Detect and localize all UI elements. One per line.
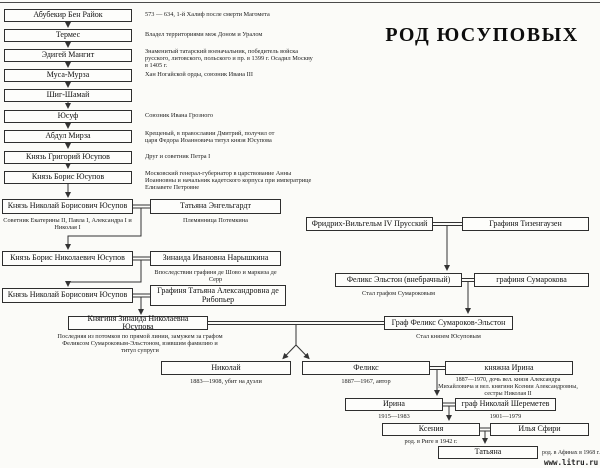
node-nikolai1: Князь Николай Борисович Юсупов <box>2 199 133 214</box>
note-yusuf: Союзник Ивана Грозного <box>145 112 214 119</box>
node-felix-elston: Феликс Эльстон (внебрачный) <box>335 273 462 287</box>
node-ksenia: Ксения <box>382 423 480 436</box>
note-naryshkina: Впоследствии графиня де Шово и маркиза де Серр <box>154 269 277 284</box>
node-boris1: Князь Борис Юсупов <box>4 171 132 184</box>
node-irina-kniazhna: княжна Ирина <box>445 361 573 375</box>
node-friedrich: Фридрих-Вильгельм IV Прусский <box>306 217 433 231</box>
node-sheremetev: граф Николай Шереметев <box>455 398 556 411</box>
node-tatiana: Татьяна <box>438 446 538 459</box>
note-boris1: Московский генерал-губернатор в царствование Анны Иоанновны и начальник кадетского корпуса при императрице Елизавете Петровне <box>145 170 312 192</box>
note-irina-kniazhna: 1887—1970, дочь вел. князя Александра Михайловича и вел. княгини Ксении Александровны, сестры Николая II <box>438 377 578 397</box>
note-sheremetev: 1901—1979 <box>489 413 522 420</box>
node-yusuf: Юсуф <box>4 110 132 123</box>
node-irina: Ирина <box>345 398 443 411</box>
note-zinaida: Последняя из потомков по прямой линии, замужем за графом Феликсом Сумароковым-Эльстоном, взявшим фамилию и титул супруги <box>57 333 223 355</box>
note-graf-felix: Стал князем Юсуповым <box>416 333 481 340</box>
node-sumarokova: графиня Сумарокова <box>474 273 589 287</box>
note-grigory: Друг и советник Петра I <box>145 153 211 160</box>
note-nikolai1: Советник Екатерины II, Павла I, Александра I и Николая I <box>3 217 132 232</box>
note-abdul-mirza: Крещеный, в православии Дмитрий, получил от царя Федора Иоанновича титул князя Юсупова <box>145 130 275 145</box>
note-nikolai-son: 1883—1908, убит на дуэли <box>190 378 262 385</box>
node-tizengauzen: Графиня Тизенгаузен <box>462 217 589 231</box>
node-engelgardt: Татьяна Энгельгардт <box>150 199 281 214</box>
node-edigei: Эдигей Мангит <box>4 49 132 62</box>
node-abdul-mirza: Абдул Мирза <box>4 130 132 143</box>
node-graf-felix: Граф Феликс Сумароков-Эльстон <box>384 316 513 330</box>
note-tatiana: род. в Афинах в 1968 г. <box>542 450 600 456</box>
top-rule <box>0 2 600 3</box>
node-termes: Термес <box>4 29 132 42</box>
watermark: www.litru.ru <box>544 458 599 467</box>
node-nikolai2: Князь Николай Борисович Юсупов <box>2 288 133 303</box>
note-ksenia: род. в Риге в 1942 г. <box>404 438 458 445</box>
note-felix-elston: Стал графом Сумароковым <box>362 290 435 297</box>
node-felix-son: Феликс <box>302 361 430 375</box>
note-abubekir: 573 — 634, 1-й Халиф после смерти Магомета <box>145 11 270 18</box>
node-zinaida: Княгиня Зинаида Николаевна Юсупова <box>68 316 208 330</box>
node-shig-shamai: Шиг-Шамай <box>4 89 132 102</box>
note-engelgardt: Племянница Потемкина <box>183 217 248 224</box>
note-felix-son: 1887—1967, автор <box>341 378 391 385</box>
page-title: РОД ЮСУПОВЫХ <box>385 24 579 46</box>
node-ribopier: Графиня Татьяна Александровна де Рибопьер <box>150 285 286 306</box>
node-boris2: Князь Борис Николаевич Юсупов <box>2 251 133 266</box>
node-grigory: Князь Григорий Юсупов <box>4 151 132 164</box>
node-sfiri: Илья Сфири <box>490 423 589 436</box>
node-naryshkina: Зинаида Ивановна Нарышкина <box>150 251 281 266</box>
node-nikolai-son: Николай <box>161 361 291 375</box>
node-abubekir: Абубекир Бен Райок <box>4 9 132 22</box>
note-musa-murza: Хан Ногайской орды, союзник Ивана III <box>145 71 253 78</box>
note-edigei: Знаменитый татарский военачальник, победитель войска русского, литовского, польского и пр. в 1399 г. Осадил Москву в 1405 г. <box>145 48 313 70</box>
note-termes: Владел территориями меж Доном и Уралом <box>145 31 263 38</box>
node-musa-murza: Муса-Мурза <box>4 69 132 82</box>
note-irina: 1915—1983 <box>378 413 410 420</box>
